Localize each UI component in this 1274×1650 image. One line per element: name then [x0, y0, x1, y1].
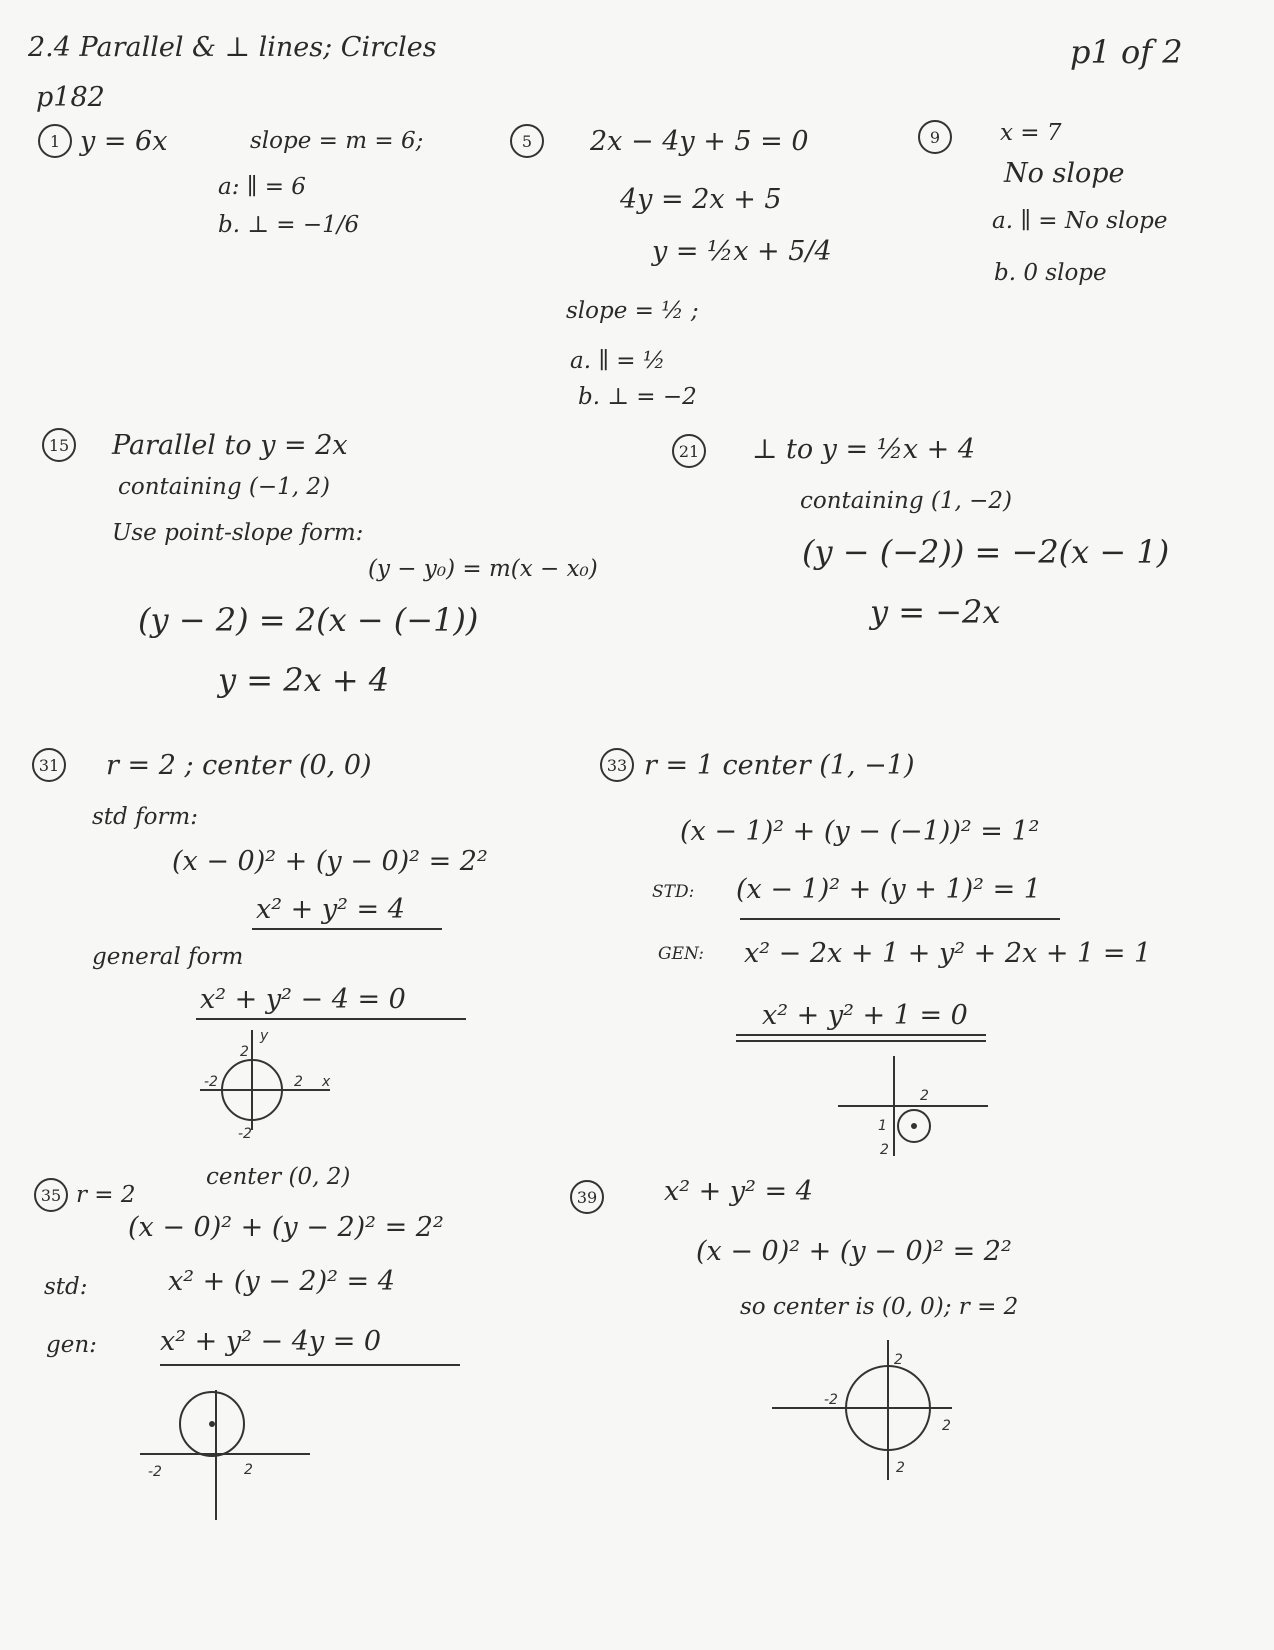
problem-number-35: 35 [34, 1178, 68, 1212]
problem-number-21: 21 [672, 434, 706, 468]
p35-line-2: (x − 0)² + (y − 2)² = 2² [128, 1212, 444, 1243]
p33-line-2: (x − 1)² + (y − (−1))² = 1² [680, 816, 1040, 847]
p5-slope: slope = ½ ; [566, 298, 699, 324]
p35-graph-right: 2 [244, 1462, 253, 1478]
p35-underline [160, 1364, 460, 1366]
p31-graph-left: -2 [204, 1074, 218, 1090]
p35-circle-graph [140, 1380, 320, 1520]
problem-number-9: 9 [918, 120, 952, 154]
p1-parallel: a: ∥ = 6 [218, 174, 306, 200]
p15-line-5: y = 2x + 4 [218, 661, 390, 699]
p39-graph-right: 2 [942, 1418, 951, 1434]
p35-center: center (0, 2) [206, 1164, 351, 1190]
p39-line-2: (x − 0)² + (y − 0)² = 2² [696, 1236, 1012, 1267]
p31-line-4: x² + y² − 4 = 0 [200, 984, 406, 1015]
p31-line-2: (x − 0)² + (y − 0)² = 2² [172, 846, 488, 877]
p33-graph-label-1: 1 [878, 1118, 887, 1134]
p33-line-1: r = 1 center (1, −1) [644, 750, 915, 781]
p31-circle-graph [190, 1020, 350, 1140]
p31-graph-right: 2 [294, 1074, 303, 1090]
p21-line-4: y = −2x [870, 593, 1001, 631]
p9-slope: No slope [1004, 158, 1125, 189]
p39-graph-bottom: 2 [896, 1460, 905, 1476]
p33-underline-2b [736, 1040, 986, 1042]
p5-parallel: a. ∥ = ½ [570, 348, 666, 374]
p5-step-2: y = ½x + 5/4 [652, 236, 832, 267]
p35-graph-left: -2 [148, 1464, 162, 1480]
p35-line-4: x² + y² − 4y = 0 [160, 1326, 382, 1357]
p31-graph-x-label: x [322, 1074, 331, 1090]
p31-graph-bottom: -2 [238, 1126, 252, 1142]
page-reference: p182 [36, 82, 105, 113]
p39-graph-left: -2 [824, 1392, 838, 1408]
problem-number-15: 15 [42, 428, 76, 462]
p5-perpendicular: b. ⊥ = −2 [578, 384, 697, 410]
p1-slope: slope = m = 6; [250, 128, 424, 154]
p21-line-2: containing (1, −2) [800, 488, 1012, 514]
p5-step-1: 4y = 2x + 5 [620, 184, 782, 215]
p31-underline-1 [252, 928, 442, 930]
p31-line-1: r = 2 ; center (0, 0) [106, 750, 372, 781]
p31-std-label: std form: [92, 804, 198, 830]
p1-perpendicular: b. ⊥ = −1/6 [218, 212, 360, 238]
p31-graph-top: 2 [240, 1044, 249, 1060]
problem-number-39: 39 [570, 1180, 604, 1214]
p39-line-3: so center is (0, 0); r = 2 [740, 1294, 1019, 1320]
p21-line-3: (y − (−2)) = −2(x − 1) [802, 533, 1170, 571]
p31-line-3: x² + y² = 4 [256, 894, 405, 925]
p9-perpendicular: b. 0 slope [994, 260, 1107, 286]
p39-line-1: x² + y² = 4 [664, 1176, 813, 1207]
page-count: p1 of 2 [1070, 33, 1183, 71]
p35-std-label: std: [44, 1274, 88, 1300]
p33-line-3: (x − 1)² + (y + 1)² = 1 [736, 874, 1041, 905]
p33-line-5: x² + y² + 1 = 0 [762, 1000, 968, 1031]
p33-graph-label-2: 2 [920, 1088, 929, 1104]
problem-number-5: 5 [510, 124, 544, 158]
p33-underline-1 [740, 918, 1060, 920]
p35-gen-label: gen: [46, 1332, 97, 1358]
p33-underline-2a [736, 1034, 986, 1036]
p21-line-1: ⊥ to y = ½x + 4 [752, 434, 976, 465]
p15-line-4: (y − 2) = 2(x − (−1)) [138, 601, 479, 639]
p33-std-label: STD: [652, 882, 695, 902]
p39-graph-top: 2 [894, 1352, 903, 1368]
p5-equation: 2x − 4y + 5 = 0 [590, 126, 809, 157]
p15-formula: (y − y₀) = m(x − x₀) [368, 556, 598, 582]
p33-gen-label: GEN: [658, 944, 704, 964]
p33-line-4: x² − 2x + 1 + y² + 2x + 1 = 1 [744, 938, 1152, 969]
p9-parallel: a. ∥ = No slope [992, 208, 1168, 234]
p9-equation: x = 7 [1000, 120, 1062, 146]
problem-number-31: 31 [32, 748, 66, 782]
p31-graph-y-label: y [260, 1028, 269, 1044]
p33-circle-graph [838, 1056, 988, 1156]
p35-line-1: r = 2 [76, 1182, 136, 1208]
problem-number-33: 33 [600, 748, 634, 782]
page-title: 2.4 Parallel & ⊥ lines; Circles [28, 32, 437, 63]
p15-line-2: containing (−1, 2) [118, 474, 330, 500]
p15-line-3: Use point-slope form: [112, 520, 364, 546]
p1-equation: y = 6x [80, 126, 168, 157]
p39-circle-graph [772, 1340, 972, 1480]
p31-gen-label: general form [92, 944, 244, 970]
p35-line-3: x² + (y − 2)² = 4 [168, 1266, 395, 1297]
p33-graph-label-3: 2 [880, 1142, 889, 1158]
p15-line-1: Parallel to y = 2x [112, 430, 348, 461]
problem-number-1: 1 [38, 124, 72, 158]
